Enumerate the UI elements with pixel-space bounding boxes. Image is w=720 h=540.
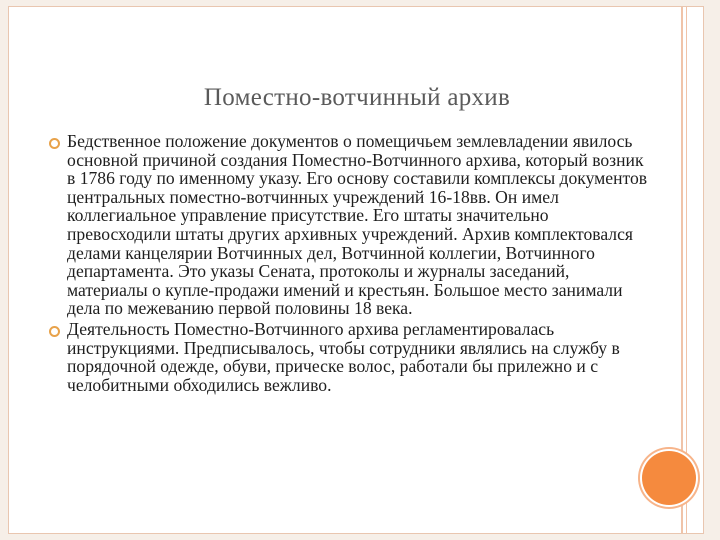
bullet-text: Бедственное положение документов о помещичьем землевладении явилось основной причиной создания Поместно-Вотчинного архива, который возник в 1786 году по именному указу. Его основу составили комплексы документов центральных поместно-вотчинных учреждений 16-18вв. Он имел коллегиальное управление присутствие. Его штаты значительно превосходили штаты других архивных учреждений. Архив комплектовался делами канцелярии Вотчинных дел, Вотчинной коллегии, Вотчинного департамента. Это указы Сената, протоколы и журналы заседаний, материалы о купле-продажи имений и крестьян. Большое место занимали дела по межеванию первой половины 18 века. [67, 131, 648, 319]
slide [8, 6, 704, 534]
bullet-circle-icon [49, 326, 60, 337]
bullet-text: Деятельность Поместно-Вотчинного архива регламентировалась инструкциями. Предписывалось, чтобы сотрудники являлись на службу в порядочной одежде, обуви, прическе волос, работали бы прилежно и с челобитными обходились вежливо. [67, 318, 620, 395]
bullet-list [49, 132, 649, 396]
bullet-circle-icon [49, 138, 60, 149]
bullet-item [49, 132, 649, 318]
slide-title: Поместно-вотчинный архив [203, 84, 511, 111]
decorative-orange-circle [642, 451, 696, 505]
bullet-item [49, 320, 649, 394]
